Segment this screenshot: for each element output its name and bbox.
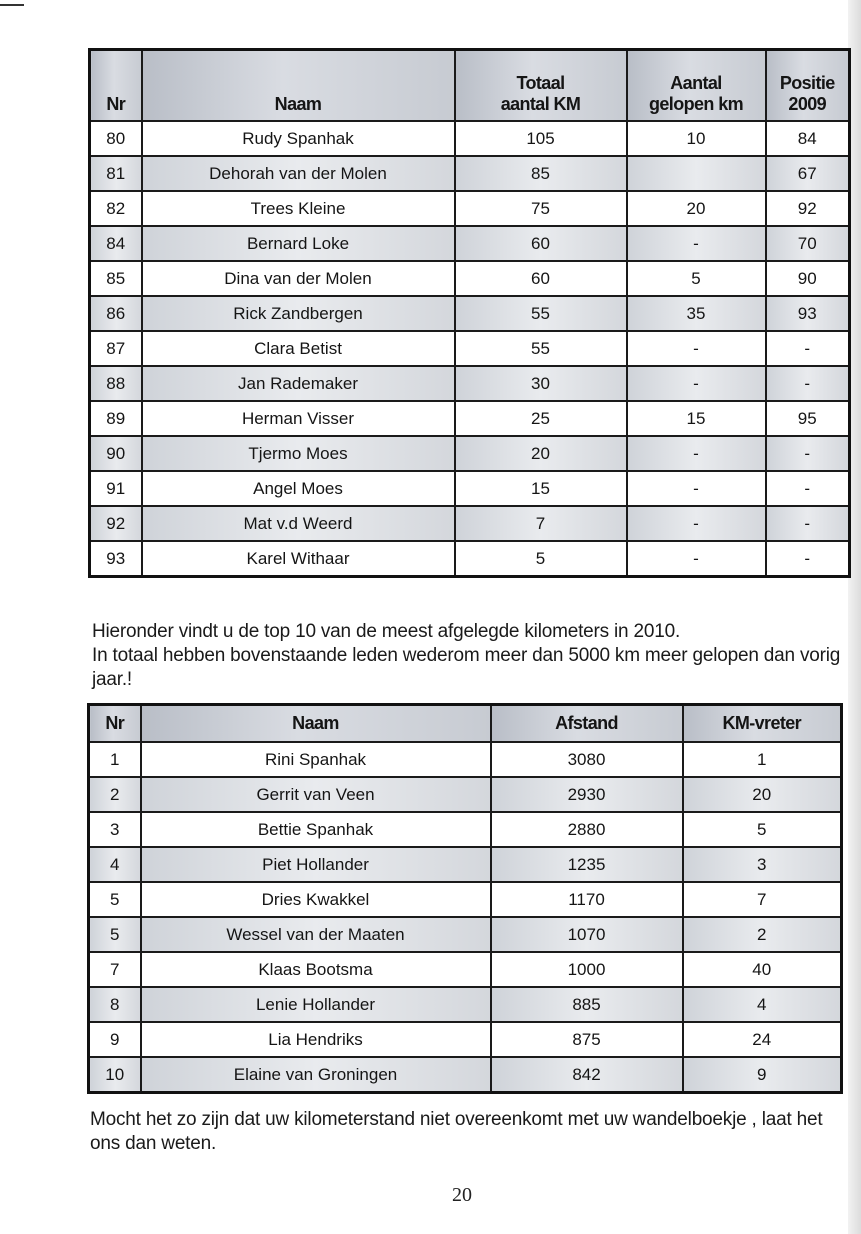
cell-naam: Bettie Spanhak <box>141 812 491 847</box>
cell-afstand: 2930 <box>491 777 683 812</box>
cell-nr: 10 <box>89 1057 141 1093</box>
cell-naam: Clara Betist <box>142 331 455 366</box>
table-row <box>89 847 842 882</box>
cell-afstand: 3080 <box>491 742 683 777</box>
cell-positie: - <box>766 506 850 541</box>
cell-nr: 85 <box>90 261 142 296</box>
corner-mark <box>0 4 24 6</box>
cell-positie: - <box>766 436 850 471</box>
cell-positie: - <box>766 331 850 366</box>
cell-nr: 81 <box>90 156 142 191</box>
table-row <box>89 777 842 812</box>
cell-kmvreter: 4 <box>683 987 842 1022</box>
cell-gelopen: 5 <box>627 261 766 296</box>
cell-positie: 90 <box>766 261 850 296</box>
cell-gelopen: - <box>627 506 766 541</box>
cell-totaal: 5 <box>455 541 627 577</box>
cell-afstand: 1070 <box>491 917 683 952</box>
table-row <box>90 121 850 156</box>
cell-naam: Rick Zandbergen <box>142 296 455 331</box>
intro-line-1: Hieronder vindt u de top 10 van de meest afgelegde kilometers in 2010. <box>92 621 681 642</box>
cell-nr: 93 <box>90 541 142 577</box>
cell-naam: Tjermo Moes <box>142 436 455 471</box>
cell-naam: Mat v.d Weerd <box>142 506 455 541</box>
cell-totaal: 30 <box>455 366 627 401</box>
table-header-row <box>90 50 850 122</box>
cell-nr: 2 <box>89 777 141 812</box>
cell-afstand: 1000 <box>491 952 683 987</box>
cell-gelopen <box>627 156 766 191</box>
cell-naam: Angel Moes <box>142 471 455 506</box>
cell-kmvreter: 1 <box>683 742 842 777</box>
cell-totaal: 7 <box>455 506 627 541</box>
cell-kmvreter: 40 <box>683 952 842 987</box>
header-gelopen-km <box>627 50 766 122</box>
table-row <box>90 156 850 191</box>
cell-gelopen: - <box>627 331 766 366</box>
header-totaal-line2: aantal KM <box>500 94 581 114</box>
cell-gelopen: 15 <box>627 401 766 436</box>
cell-nr: 5 <box>89 917 141 952</box>
cell-totaal: 75 <box>455 191 627 226</box>
table-row <box>89 952 842 987</box>
cell-naam: Karel Withaar <box>142 541 455 577</box>
cell-nr: 5 <box>89 882 141 917</box>
table-row <box>89 1022 842 1057</box>
cell-positie: 92 <box>766 191 850 226</box>
table-row <box>90 541 850 577</box>
cell-totaal: 105 <box>455 121 627 156</box>
cell-naam: Gerrit van Veen <box>141 777 491 812</box>
cell-kmvreter: 5 <box>683 812 842 847</box>
intro-paragraph <box>92 620 844 692</box>
cell-naam: Elaine van Groningen <box>141 1057 491 1093</box>
cell-naam: Trees Kleine <box>142 191 455 226</box>
cell-kmvreter: 7 <box>683 882 842 917</box>
cell-nr: 88 <box>90 366 142 401</box>
table-header-row <box>89 705 842 743</box>
cell-naam: Bernard Loke <box>142 226 455 261</box>
kilometer-table <box>88 48 851 578</box>
cell-kmvreter: 2 <box>683 917 842 952</box>
table-row <box>90 331 850 366</box>
cell-nr: 9 <box>89 1022 141 1057</box>
cell-kmvreter: 9 <box>683 1057 842 1093</box>
header-gelopen-line1: Aantal <box>670 73 722 93</box>
header-afstand: Afstand <box>491 705 683 743</box>
cell-nr: 7 <box>89 952 141 987</box>
cell-positie: 70 <box>766 226 850 261</box>
cell-afstand: 885 <box>491 987 683 1022</box>
kilometer-table-body <box>90 121 850 577</box>
cell-afstand: 875 <box>491 1022 683 1057</box>
cell-nr: 89 <box>90 401 142 436</box>
cell-kmvreter: 24 <box>683 1022 842 1057</box>
cell-positie: - <box>766 471 850 506</box>
cell-naam: Jan Rademaker <box>142 366 455 401</box>
cell-afstand: 842 <box>491 1057 683 1093</box>
cell-nr: 1 <box>89 742 141 777</box>
header-totaal-line1: Totaal <box>516 73 565 93</box>
header-naam: Naam <box>141 705 491 743</box>
cell-nr: 90 <box>90 436 142 471</box>
cell-nr: 91 <box>90 471 142 506</box>
cell-nr: 84 <box>90 226 142 261</box>
table-row <box>90 226 850 261</box>
table-row <box>90 296 850 331</box>
cell-gelopen: - <box>627 541 766 577</box>
cell-naam: Dries Kwakkel <box>141 882 491 917</box>
header-nr: Nr <box>90 50 142 122</box>
header-km-vreter: KM-vreter <box>683 705 842 743</box>
intro-line-2: In totaal hebben bovenstaande leden wederom meer dan 5000 km meer gelopen dan vorig jaar.! <box>92 645 841 690</box>
header-positie-line1: Positie <box>779 73 835 93</box>
cell-kmvreter: 20 <box>683 777 842 812</box>
cell-gelopen: 10 <box>627 121 766 156</box>
table-row <box>89 882 842 917</box>
cell-totaal: 55 <box>455 296 627 331</box>
table-row <box>90 261 850 296</box>
cell-kmvreter: 3 <box>683 847 842 882</box>
header-gelopen-line2: gelopen km <box>648 94 744 114</box>
header-positie-line2: 2009 <box>788 94 827 114</box>
table-row <box>90 506 850 541</box>
cell-naam: Dehorah van der Molen <box>142 156 455 191</box>
cell-nr: 8 <box>89 987 141 1022</box>
cell-positie: - <box>766 366 850 401</box>
cell-naam: Herman Visser <box>142 401 455 436</box>
cell-positie: 95 <box>766 401 850 436</box>
cell-positie: 67 <box>766 156 850 191</box>
page-number: 20 <box>452 1184 472 1206</box>
cell-totaal: 60 <box>455 226 627 261</box>
cell-naam: Rudy Spanhak <box>142 121 455 156</box>
cell-naam: Dina van der Molen <box>142 261 455 296</box>
cell-nr: 87 <box>90 331 142 366</box>
cell-afstand: 2880 <box>491 812 683 847</box>
cell-naam: Klaas Bootsma <box>141 952 491 987</box>
cell-gelopen: - <box>627 366 766 401</box>
table-row <box>89 812 842 847</box>
header-naam: Naam <box>142 50 455 122</box>
cell-totaal: 25 <box>455 401 627 436</box>
table-row <box>90 366 850 401</box>
cell-gelopen: - <box>627 471 766 506</box>
table-row <box>90 191 850 226</box>
cell-afstand: 1235 <box>491 847 683 882</box>
cell-nr: 3 <box>89 812 141 847</box>
cell-totaal: 85 <box>455 156 627 191</box>
table-row <box>89 742 842 777</box>
note-paragraph: Mocht het zo zijn dat uw kilometerstand niet overeenkomt met uw wandelboekje , laat het ons dan weten. <box>90 1109 823 1154</box>
cell-afstand: 1170 <box>491 882 683 917</box>
cell-nr: 4 <box>89 847 141 882</box>
cell-positie: 84 <box>766 121 850 156</box>
table-row <box>90 471 850 506</box>
cell-nr: 82 <box>90 191 142 226</box>
table-row <box>90 401 850 436</box>
cell-gelopen: - <box>627 436 766 471</box>
top10-table <box>87 703 843 1094</box>
cell-totaal: 60 <box>455 261 627 296</box>
cell-naam: Wessel van der Maaten <box>141 917 491 952</box>
cell-gelopen: 35 <box>627 296 766 331</box>
cell-naam: Lenie Hollander <box>141 987 491 1022</box>
cell-totaal: 55 <box>455 331 627 366</box>
cell-nr: 92 <box>90 506 142 541</box>
top10-table-body <box>89 742 842 1093</box>
header-positie-2009 <box>766 50 850 122</box>
cell-naam: Piet Hollander <box>141 847 491 882</box>
cell-gelopen: 20 <box>627 191 766 226</box>
header-nr: Nr <box>89 705 141 743</box>
cell-naam: Rini Spanhak <box>141 742 491 777</box>
cell-positie: - <box>766 541 850 577</box>
table-row <box>89 1057 842 1093</box>
cell-nr: 86 <box>90 296 142 331</box>
cell-nr: 80 <box>90 121 142 156</box>
cell-totaal: 15 <box>455 471 627 506</box>
table-row <box>89 917 842 952</box>
cell-positie: 93 <box>766 296 850 331</box>
cell-totaal: 20 <box>455 436 627 471</box>
cell-naam: Lia Hendriks <box>141 1022 491 1057</box>
table-row <box>90 436 850 471</box>
cell-gelopen: - <box>627 226 766 261</box>
header-totaal-km <box>455 50 627 122</box>
table-row <box>89 987 842 1022</box>
